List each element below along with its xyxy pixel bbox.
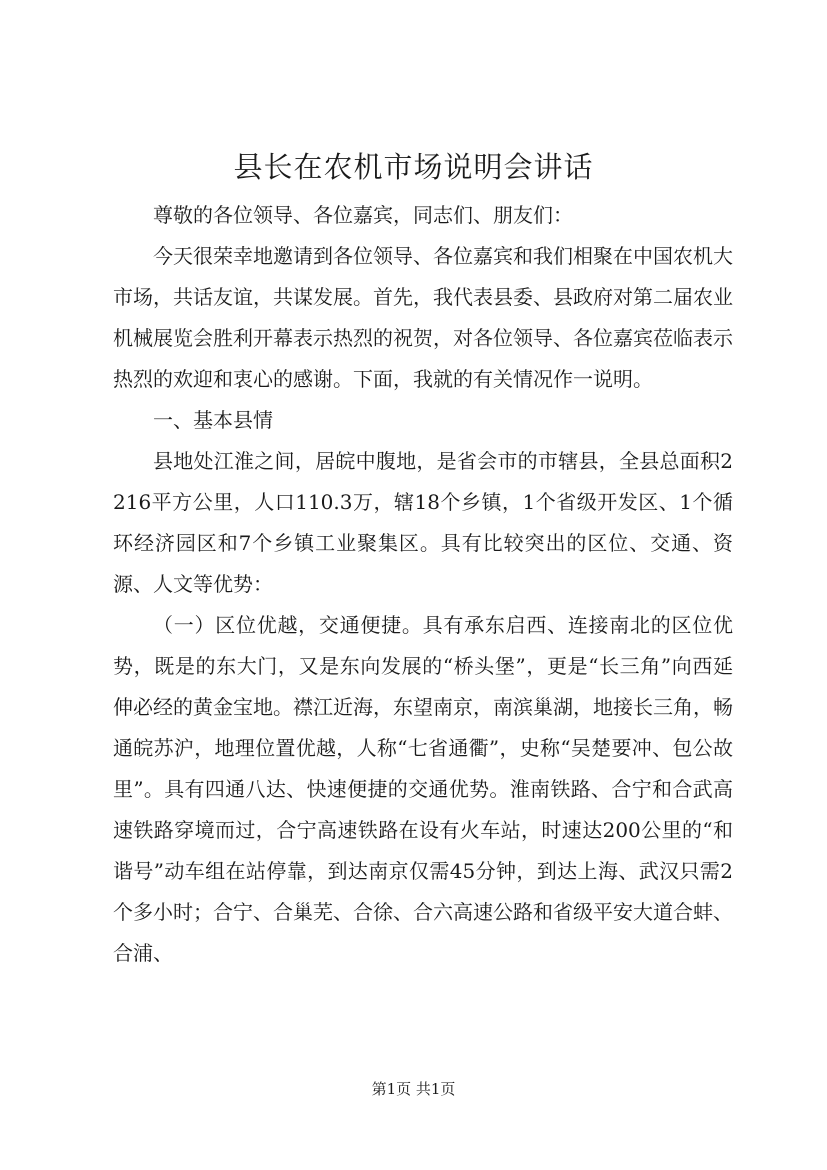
section-heading: 一、基本县情 xyxy=(153,408,273,432)
location-transport-paragraph: （一）区位优越，交通便捷。具有承东启西、连接南北的区位优势，既是的东大门，又是东向发展的“桥头堡”，更是“长三角”向西延伸必经的黄金宝地。襟江近海，东望南京，南滨巢湖，地接长三角，畅通皖苏沪，地理位置优越，人称“七省通衢”，史称“吴楚要冲、包公故里”。具有四通八达、快速便捷的交通优势。淮南铁路、合宁和合武高速铁路穿境而过，合宁高速铁路在设有火车站，时速达200公里的“和谐号”动车组在站停靠，到达南京仅需45分钟，到达上海、武汉只需2个多小时；合宁、合巢芜、合徐、合六高速公路和省级平安大道合蚌、合浦、 xyxy=(113,613,733,965)
salutation-paragraph: 尊敬的各位领导、各位嘉宾，同志们、朋友们： xyxy=(153,203,573,227)
opening-paragraph: 今天很荣幸地邀请到各位领导、各位嘉宾和我们相聚在中国农机大市场，共话友谊，共谋发展。首先，我代表县委、县政府对第二届农业机械展览会胜利开幕表示热烈的祝贺，对各位领导、各位嘉宾莅临表示热烈的欢迎和衷心的感谢。下面，我就的有关情况作一说明。 xyxy=(113,244,733,391)
county-overview-paragraph: 县地处江淮之间，居皖中腹地，是省会市的市辖县，全县总面积2216平方公里，人口110.3万，辖18个乡镇，1个省级开发区、1个循环经济园区和7个乡镇工业聚集区。具有比较突出的区位、交通、资源、人文等优势： xyxy=(113,449,733,596)
document-body xyxy=(113,195,733,974)
page-number-footer: 第1页 共1页 xyxy=(371,1080,456,1098)
document-title: 县长在农机市场说明会讲话 xyxy=(233,150,594,184)
